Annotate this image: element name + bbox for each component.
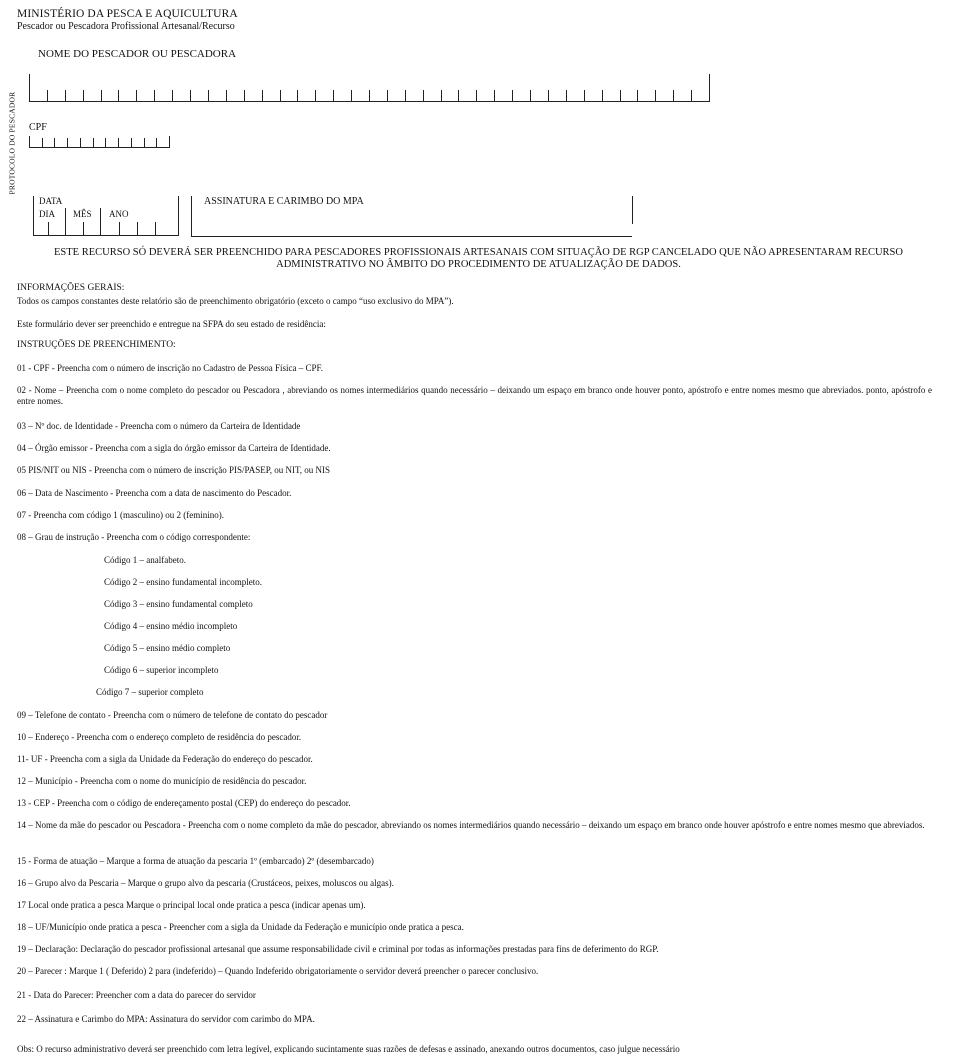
instruction-21: 21 - Data do Parecer: Preencher com a data do parecer do servidor: [17, 990, 256, 1000]
signature-label: ASSINATURA E CARIMBO DO MPA: [204, 196, 364, 207]
instruction-06: 06 – Data de Nascimento - Preencha com a data de nascimento do Pescador.: [17, 488, 292, 498]
general-info-title: INFORMAÇÕES GERAIS:: [17, 283, 125, 293]
instruction-15: 15 - Forma de atuação – Marque a forma de atuação da pescaria 1º (embarcado) 2º (desembarcado): [17, 856, 374, 866]
education-code-5: Código 5 – ensino médio completo: [104, 643, 231, 653]
education-code-4: Código 4 – ensino médio incompleto: [104, 621, 238, 631]
year-label: ANO: [109, 209, 129, 219]
general-info-line2: Este formulário dever ser preenchido e entregue na SFPA do seu estado de residência:: [17, 319, 326, 329]
date-label: DATA: [39, 196, 63, 206]
protocol-label: PROTOCOLO DO PESCADOR: [7, 91, 17, 195]
instruction-05: 05 PIS/NIT ou NIS - Preencha com o número de inscrição PIS/PASEP, ou NIT, ou NIS: [17, 465, 331, 475]
instruction-22: 22 – Assinatura e Carimbo do MPA: Assinatura do servidor com carimbo do MPA.: [17, 1014, 315, 1024]
instruction-04: 04 – Órgão emissor - Preencha com a sigla do órgão emissor da Carteira de Identidade.: [17, 443, 331, 453]
date-block[interactable]: [33, 196, 179, 236]
name-input-boxes[interactable]: [29, 74, 709, 102]
instruction-07: 07 - Preencha com código 1 (masculino) ou 2 (feminino).: [17, 510, 224, 520]
eligibility-notice: ESTE RECURSO SÓ DEVERÁ SER PREENCHIDO PARA PESCADORES PROFISSIONAIS ARTESANAIS COM SITUAÇÃO DE RGP CANCELADO QUE NÃO APRESENTARAM RECURSO ADMINISTRATIVO NO ÂMBITO DO PROCEDIMENTO DE ATUALIZAÇÃO DE DADOS.: [54, 247, 903, 270]
instruction-19: 19 – Declaração: Declaração do pescador profissional artesanal que assume responsabilidade civil e criminal por todas as informações prestadas para fins de deferimento do RGP.: [17, 944, 659, 954]
instruction-11: 11- UF - Preencha com a sigla da Unidade da Federação do endereço do pescador.: [17, 754, 313, 764]
education-code-2: Código 2 – ensino fundamental incompleto.: [104, 577, 262, 587]
cpf-label: CPF: [29, 122, 47, 133]
education-code-7: Código 7 – superior completo: [96, 687, 204, 697]
instructions-title: INSTRUÇÕES DE PREENCHIMENTO:: [17, 340, 176, 350]
instruction-20: 20 – Parecer : Marque 1 ( Deferido) 2 para (indeferido) – Quando Indeferido obrigatoriamente o servidor deverá preencher o parecer conclusivo.: [17, 966, 539, 976]
general-info-line1: Todos os campos constantes deste relatório são de preenchimento obrigatório (exceto o campo “uso exclusivo do MPA”).: [17, 296, 454, 306]
instruction-16: 16 – Grupo alvo da Pescaria – Marque o grupo alvo da pescaria (Crustáceos, peixes, moluscos ou algas).: [17, 878, 394, 888]
instruction-08: 08 – Grau de instrução - Preencha com o código correspondente:: [17, 532, 251, 542]
education-code-3: Código 3 – ensino fundamental completo: [104, 599, 253, 609]
instruction-09: 09 – Telefone de contato - Preencha com o número de telefone de contato do pescador: [17, 710, 328, 720]
education-code-1: Código 1 – analfabeto.: [104, 555, 186, 565]
cpf-input-boxes[interactable]: [29, 136, 169, 148]
form-subtitle: Pescador ou Pescadora Profissional Artesanal/Recurso: [17, 21, 235, 32]
instruction-02: 02 - Nome – Preencha com o nome completo do pescador ou Pescadora , abreviando os nomes intermediários quando necessário – deixando um espaço em branco onde houver ponto, apóstrofo e entre nomes mesmo que abreviados. ponto, apóstrofo e entre nomes.: [17, 385, 932, 406]
instruction-17: 17 Local onde pratica a pesca Marque o principal local onde pratica a pesca (indicar apenas um).: [17, 900, 366, 910]
instruction-12: 12 – Município - Preencha com o nome do município de residência do pescador.: [17, 776, 307, 786]
education-code-6: Código 6 – superior incompleto: [104, 665, 219, 675]
observation-note: Obs: O recurso administrativo deverá ser preenchido com letra legível, explicando sucintamente suas razões de defesas e assinado, anexando outros documentos, caso julgue necessário: [17, 1044, 680, 1054]
instruction-10: 10 – Endereço - Preencha com o endereço completo de residência do pescador.: [17, 732, 302, 742]
name-label: NOME DO PESCADOR OU PESCADORA: [38, 48, 237, 60]
instruction-18: 18 – UF/Município onde pratica a pesca - Preencher com a sigla da Unidade da Federação e município onde pratica a pesca.: [17, 922, 464, 932]
day-label: DIA: [39, 209, 55, 219]
signature-box[interactable]: [191, 196, 632, 237]
month-label: MÊS: [73, 209, 92, 219]
ministry-title: MINISTÉRIO DA PESCA E AQUICULTURA: [17, 8, 238, 20]
instruction-03: 03 – Nº doc. de Identidade - Preencha com o número da Carteira de Identidade: [17, 421, 301, 431]
instruction-01: 01 - CPF - Preencha com o número de inscrição no Cadastro de Pessoa Física – CPF.: [17, 363, 323, 373]
instruction-14: 14 – Nome da mãe do pescador ou Pescadora - Preencha com o nome completo da mãe do pescador, abreviando os nomes intermediários quando necessário – deixando um espaço em branco onde houver apóstrofo e entre nomes mesmo que abreviados.: [17, 820, 925, 830]
instruction-13: 13 - CEP - Preencha com o código de endereçamento postal (CEP) do endereço do pescador.: [17, 798, 351, 808]
